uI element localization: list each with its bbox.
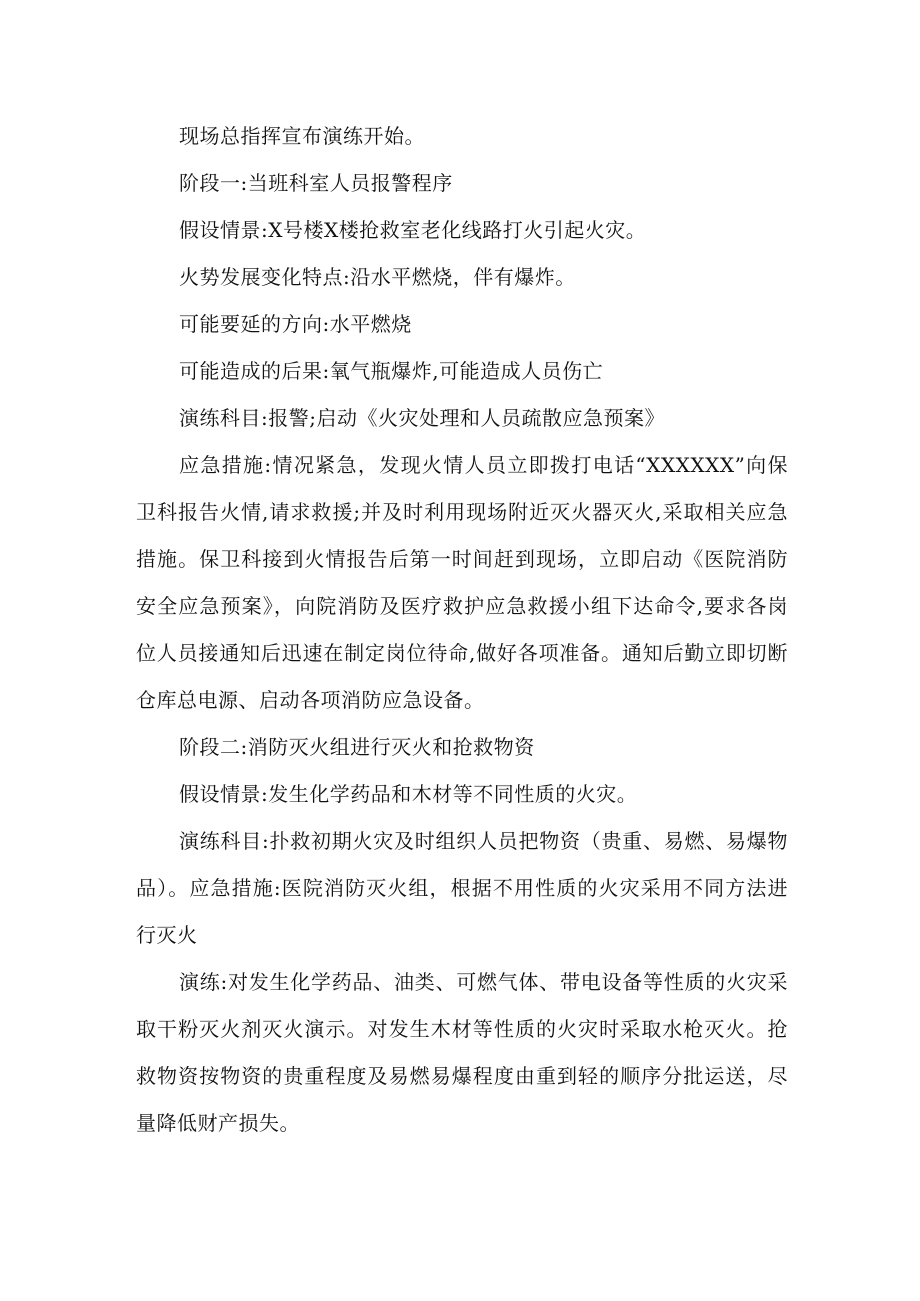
paragraph-drill-subject-one: 演练科目:报警;启动《火灾处理和人员疏散应急预案》 [179, 406, 665, 430]
paragraph-drill-start: 现场总指挥宣布演练开始。 [179, 124, 425, 148]
paragraph-scenario-one: 假设情景:X号楼X楼抢救室老化线路打火引起火灾。 [179, 218, 647, 242]
document-body [136, 113, 788, 1147]
paragraph-fire-characteristics: 火势发展变化特点:沿水平燃烧，伴有爆炸。 [179, 265, 576, 289]
paragraph-stage-one-heading: 阶段一:当班科室人员报警程序 [179, 171, 453, 195]
paragraph-emergency-measures: 应急措施:情况紧急，发现火情人员立即拨打电话“XXXXXX”向保卫科报告火情,请求救援;并及时利用现场附近灭火器灭火,采取相关应急措施。保卫科接到火情报告后第一时间赶到现场，立即启动《医院消防安全应急预案》，向院消防及医疗救护应急救援小组下达命令,要求各岗位人员接通知后迅速在制定岗位待命,做好各项准备。通知后勤立即切断仓库总电源、启动各项消防应急设备。 [136, 453, 788, 712]
paragraph-scenario-two: 假设情景:发生化学药品和木材等不同性质的火灾。 [179, 782, 638, 806]
paragraph-stage-two-heading: 阶段二:消防灭火组进行灭火和抢救物资 [179, 735, 535, 759]
paragraph-spread-direction: 可能要延的方向:水平燃烧 [179, 312, 412, 336]
paragraph-drill-demonstration: 演练:对发生化学药品、油类、可燃气体、带电设备等性质的火灾采取干粉灭火剂灭火演示。对发生木材等性质的火灾时采取水枪灭火。抢救物资按物资的贵重程度及易燃易爆程度由重到轻的顺序分批运送，尽量降低财产损失。 [136, 970, 788, 1135]
paragraph-possible-consequences: 可能造成的后果:氧气瓶爆炸,可能造成人员伤亡 [179, 359, 604, 383]
paragraph-drill-subject-two: 演练科目:扑救初期火灾及时组织人员把物资（贵重、易燃、易爆物品）。应急措施:医院消防灭火组，根据不用性质的火灾采用不同方法进行灭火 [136, 829, 788, 947]
